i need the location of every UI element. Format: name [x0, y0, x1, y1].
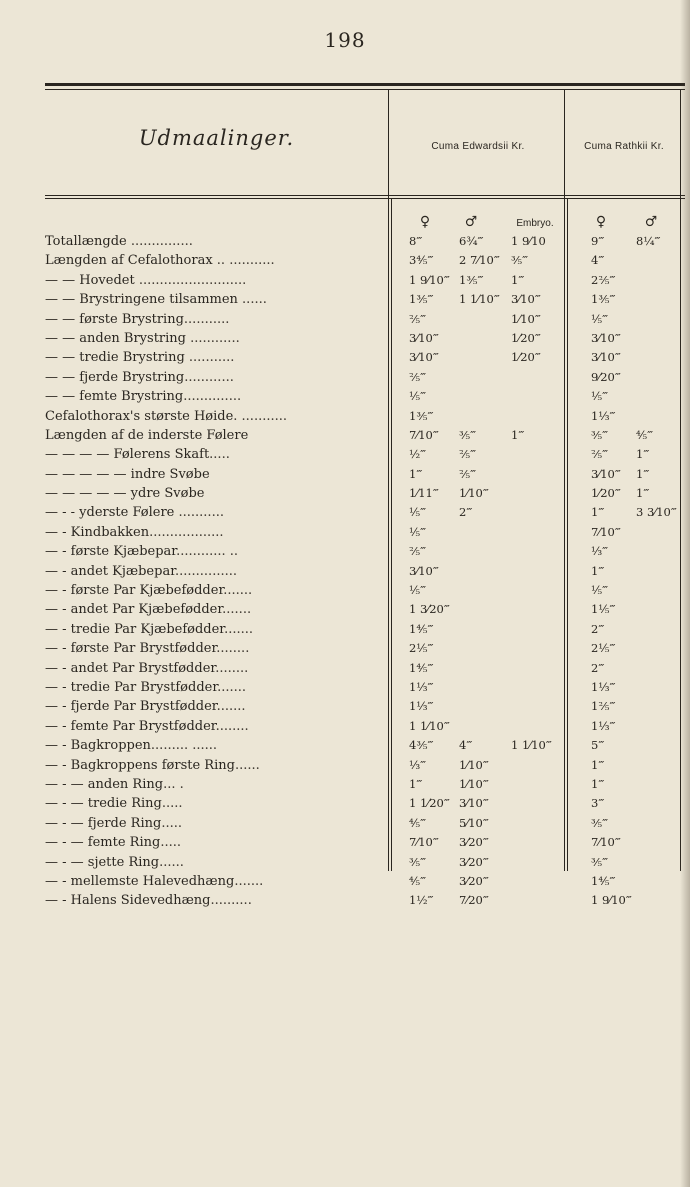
row-value: 3⁄10‴: [511, 292, 541, 307]
column-header-cuma-rathkii: Cuma Rathkii Kr.: [584, 141, 664, 152]
row-value: 1‴: [591, 563, 605, 578]
row-leader-dots: .....: [161, 796, 183, 812]
row-label-text: — - andet Par Brystfødder: [45, 660, 216, 676]
table-row: [45, 775, 685, 794]
top-thin-rule: [45, 89, 685, 90]
row-value: 1‴: [636, 447, 650, 462]
row-leader-dots: ..........: [210, 893, 252, 909]
row-value: 1½‴: [409, 893, 434, 908]
row-label-text: — — — — — indre Svøbe: [45, 466, 210, 482]
female-symbol-edwardsii: ♀: [419, 214, 431, 230]
row-label-text: — - tredie Par Brystfødder: [45, 679, 218, 695]
page-number: 198: [324, 28, 366, 52]
row-leader-dots: .. ...........: [212, 253, 275, 269]
row-leader-dots: .......: [224, 621, 254, 637]
row-leader-dots: ..................: [149, 524, 224, 540]
row-value: 1 9⁄10: [511, 234, 546, 248]
row-label: [45, 697, 385, 716]
table-row: [45, 271, 685, 290]
row-value: 2‴: [459, 505, 473, 520]
row-label: [45, 290, 385, 309]
row-value: 4‴: [459, 738, 473, 753]
row-value: 2‴: [591, 621, 605, 636]
row-leader-dots: .....: [161, 815, 182, 831]
row-label: [45, 271, 385, 290]
row-label-text: — - første Kjæbepar: [45, 544, 177, 560]
row-value: 1⁄11‴: [409, 486, 439, 501]
row-value: ⅗‴: [591, 854, 609, 869]
row-label-text: — — første Brystring: [45, 311, 184, 327]
row-label: [45, 407, 385, 426]
row-value: 8¼‴: [636, 234, 661, 248]
row-value: 3‴: [591, 796, 605, 811]
table-row: [45, 833, 685, 852]
row-value: 1⁄10‴: [511, 311, 541, 326]
row-value: ⅕‴: [409, 524, 427, 539]
row-value: ⅕‴: [591, 583, 609, 598]
row-value: 1⅗‴: [591, 292, 616, 307]
row-value: 1⅘‴: [409, 621, 434, 636]
row-label: [45, 329, 385, 348]
row-label-text: — - — fjerde Ring: [45, 815, 162, 831]
row-label-text: — — Brystringene tilsammen: [45, 292, 238, 308]
table-row: [45, 562, 685, 581]
row-value: 1 1⁄10‴: [511, 738, 552, 753]
row-value: ⅖‴: [409, 544, 427, 559]
row-leader-dots: .......: [217, 679, 247, 695]
row-value: 1‴: [591, 757, 605, 772]
row-label-text: — - — tredie Ring: [45, 796, 162, 812]
row-leader-dots: .....: [209, 447, 230, 463]
row-leader-dots: ...........: [174, 505, 224, 521]
row-value: 3⁄20‴: [459, 873, 489, 888]
row-value: 7⁄10‴: [409, 427, 439, 442]
row-label-text: — — tredie Brystring: [45, 350, 185, 366]
row-value: ⅕‴: [591, 311, 609, 326]
row-leader-dots: ...............: [126, 234, 193, 249]
row-value: ⅖‴: [591, 447, 609, 462]
row-value: 1 9⁄10‴: [591, 893, 632, 908]
row-label: [45, 872, 385, 891]
row-label: [45, 503, 385, 522]
table-row: [45, 639, 685, 658]
row-label: [45, 620, 385, 639]
row-value: 1⅓‴: [591, 408, 616, 423]
row-label-text: Længden af de inderste Følere: [45, 427, 249, 443]
row-leader-dots: ........: [215, 660, 249, 676]
male-symbol-edwardsii: ♂: [464, 214, 478, 230]
row-value: 4‴: [591, 253, 605, 268]
table-row: [45, 368, 685, 387]
row-value: 3⁄20‴: [459, 835, 489, 850]
table-row: [45, 523, 685, 542]
row-label-text: — - andet Par Kjæbefødder: [45, 602, 223, 618]
row-label: [45, 348, 385, 367]
row-value: ⅗‴: [511, 253, 529, 268]
row-leader-dots: ........: [216, 641, 250, 657]
row-value: ⅖‴: [459, 466, 477, 481]
table-row: [45, 581, 685, 600]
row-label: [45, 562, 385, 581]
row-value: ⅖‴: [409, 311, 427, 326]
row-value: 1⁄20‴: [591, 486, 621, 501]
row-value: ⅕‴: [409, 505, 427, 520]
row-label-text: — - femte Par Brystfødder: [45, 718, 216, 734]
row-label-text: — - første Par Kjæbefødder: [45, 583, 224, 599]
row-label: [45, 833, 385, 852]
row-value: 1⅗‴: [459, 272, 484, 287]
table-row: [45, 736, 685, 755]
table-row: [45, 542, 685, 561]
table-row: [45, 756, 685, 775]
embryo-header: Embryo.: [516, 218, 554, 229]
row-label: [45, 659, 385, 678]
row-value: ⅗‴: [409, 854, 427, 869]
row-value: 3⁄20‴: [459, 854, 489, 869]
row-leader-dots: ............: [184, 369, 234, 385]
row-value: 1⅗‴: [409, 292, 434, 307]
row-label: [45, 717, 385, 736]
row-label-text: — - — anden Ring: [45, 776, 164, 792]
row-label: [45, 445, 385, 464]
row-value: 1‴: [636, 486, 650, 501]
row-value: 1⅕‴: [591, 602, 616, 617]
row-value: 1‴: [409, 776, 423, 791]
row-label-text: — — — — Følerens Skaft: [45, 447, 210, 463]
table-row: [45, 678, 685, 697]
row-value: ⅖‴: [459, 447, 477, 462]
row-leader-dots: ...........: [184, 350, 235, 366]
row-label: [45, 736, 385, 755]
row-leader-dots: .......: [222, 602, 252, 618]
row-value: 1‴: [511, 272, 525, 287]
row-label-text: — - andet Kjæbepar: [45, 563, 175, 579]
row-leader-dots: ........: [215, 718, 249, 734]
row-value: 1‴: [591, 505, 605, 520]
page-edge-shadow: [680, 0, 690, 1187]
row-value: 9⁄20‴: [591, 369, 621, 384]
row-value: 1⅗‴: [409, 408, 434, 423]
row-label: [45, 639, 385, 658]
row-value: 1⅓‴: [409, 679, 434, 694]
table-row: [45, 426, 685, 445]
row-value: ⅗‴: [459, 427, 477, 442]
row-value: ⅖‴: [409, 369, 427, 384]
row-label-text: — - tredie Par Kjæbefødder: [45, 621, 225, 637]
row-label: [45, 523, 385, 542]
row-leader-dots: ... .: [163, 776, 184, 792]
row-value: 3⁄10‴: [409, 350, 439, 365]
row-label-text: — - Bagkroppens første Ring: [45, 757, 235, 773]
row-label: [45, 465, 385, 484]
row-value: 7⁄20‴: [459, 893, 489, 908]
row-value: 1⅘‴: [591, 873, 616, 888]
row-value: ⅗‴: [591, 815, 609, 830]
row-leader-dots: ......: [159, 854, 184, 870]
row-value: 2‴: [591, 660, 605, 675]
table-row: [45, 872, 685, 891]
row-label: [45, 484, 385, 503]
header-bottom-rule: [45, 195, 685, 196]
row-label: [45, 794, 385, 813]
row-label-text: Cefalothorax's største Høide: [45, 408, 234, 424]
row-value: ⅕‴: [409, 389, 427, 404]
table-row: [45, 329, 685, 348]
table-title: Udmaalinger.: [138, 126, 295, 150]
row-label: [45, 600, 385, 619]
row-value: 1⅓‴: [591, 679, 616, 694]
row-leader-dots: ...............: [175, 563, 237, 579]
row-label: [45, 891, 385, 910]
row-label: [45, 232, 385, 251]
row-label: [45, 251, 385, 270]
row-value: 1⅖‴: [591, 699, 616, 714]
row-label-text: — - — sjette Ring: [45, 854, 160, 870]
row-leader-dots: ......... ......: [150, 738, 218, 754]
row-label: [45, 542, 385, 561]
row-label: [45, 426, 385, 445]
row-value: ⅘‴: [409, 873, 427, 888]
row-value: 3⁄10‴: [409, 330, 439, 345]
row-value: 8‴: [409, 234, 423, 248]
row-value: 2 7⁄10‴: [459, 253, 500, 268]
table-row: [45, 465, 685, 484]
row-value: 1‴: [591, 776, 605, 791]
row-leader-dots: . ...........: [233, 408, 288, 424]
row-leader-dots: .......: [223, 583, 253, 599]
row-value: 7⁄10‴: [591, 835, 621, 850]
table-row: [45, 290, 685, 309]
row-label-text: — - Kindbakken: [45, 524, 150, 540]
row-value: 9‴: [591, 234, 605, 248]
row-leader-dots: ............ ..: [176, 544, 239, 560]
row-value: 3⁄10‴: [591, 350, 621, 365]
male-symbol-rathkii: ♂: [644, 214, 658, 230]
row-label: [45, 387, 385, 406]
row-value: 3 3⁄10‴: [636, 505, 677, 520]
row-label: [45, 678, 385, 697]
table-row: [45, 251, 685, 270]
row-value: 1 3⁄20‴: [409, 602, 450, 617]
row-leader-dots: ..............: [183, 389, 242, 405]
row-label-text: — - Bagkroppen: [45, 738, 151, 754]
row-value: 3⁄10‴: [409, 563, 439, 578]
row-label-text: Længden af Cefalothorax: [45, 253, 213, 269]
row-value: ⅕‴: [591, 389, 609, 404]
row-value: 3⁄10‴: [591, 330, 621, 345]
row-label-text: Totallængde: [45, 234, 127, 249]
row-label-text: — - Halens Sidevedhæng: [45, 893, 211, 909]
row-value: 2⅕‴: [591, 641, 616, 656]
row-value: 1⁄10‴: [459, 486, 489, 501]
row-label-text: — — femte Brystring: [45, 389, 184, 405]
row-label-text: — — Hovedet: [45, 272, 135, 288]
row-label-text: — - - yderste Følere: [45, 505, 175, 521]
row-value: 1⁄10‴: [459, 757, 489, 772]
row-value: ⅗‴: [591, 427, 609, 442]
table-row: [45, 348, 685, 367]
row-value: ½‴: [409, 447, 427, 462]
row-leader-dots: ..........................: [134, 272, 247, 288]
row-value: 7⁄10‴: [409, 835, 439, 850]
row-value: 5‴: [591, 738, 605, 753]
table-row: [45, 387, 685, 406]
row-value: 1⁄10‴: [459, 776, 489, 791]
row-value: 1⅓‴: [591, 718, 616, 733]
table-row: [45, 814, 685, 833]
row-value: 1 1⁄20‴: [409, 796, 450, 811]
measurement-rows: [45, 232, 685, 911]
row-leader-dots: ............: [185, 330, 240, 346]
row-label-text: — — anden Brystring: [45, 330, 186, 346]
table-row: [45, 697, 685, 716]
row-value: ⅕‴: [409, 583, 427, 598]
row-value: 6¾‴: [459, 234, 484, 248]
row-value: 7⁄10‴: [591, 524, 621, 539]
row-value: 4⅗‴: [409, 738, 434, 753]
table-row: [45, 445, 685, 464]
row-value: 1 1⁄10‴: [459, 292, 500, 307]
row-leader-dots: .......: [216, 699, 246, 715]
row-leader-dots: ......: [234, 757, 260, 773]
row-label-text: — - mellemste Halevedhæng: [45, 873, 235, 889]
row-value: 2⅕‴: [409, 641, 434, 656]
row-label: [45, 310, 385, 329]
table-row: [45, 717, 685, 736]
row-value: ⅘‴: [409, 815, 427, 830]
row-value: 1⁄20‴: [511, 330, 541, 345]
row-label-text: — — fjerde Brystring: [45, 369, 185, 385]
table-row: [45, 659, 685, 678]
row-label: [45, 814, 385, 833]
row-value: 1‴: [511, 427, 525, 442]
table-row: [45, 794, 685, 813]
row-value: ⅘‴: [636, 427, 654, 442]
row-label-text: — - fjerde Par Brystfødder: [45, 699, 217, 715]
row-value: 3⁄10‴: [459, 796, 489, 811]
row-label: [45, 775, 385, 794]
row-label: [45, 368, 385, 387]
top-thick-rule: [45, 83, 685, 86]
row-label: [45, 853, 385, 872]
row-label-text: — - første Par Brystfødder: [45, 641, 217, 657]
table-row: [45, 484, 685, 503]
row-value: 5⁄10‴: [459, 815, 489, 830]
row-leader-dots: .......: [234, 873, 264, 889]
row-value: 1⁄20‴: [511, 350, 541, 365]
row-leader-dots: .....: [160, 835, 181, 851]
row-value: 3⅘‴: [409, 253, 434, 268]
table-row: [45, 407, 685, 426]
table-row: [45, 600, 685, 619]
header-bottom-rule-2: [45, 198, 685, 199]
table-row: [45, 503, 685, 522]
row-value: 3⁄10‴: [591, 466, 621, 481]
row-value: 1⅓‴: [409, 699, 434, 714]
table-row: [45, 853, 685, 872]
table-row: [45, 891, 685, 910]
row-value: 1‴: [636, 466, 650, 481]
row-value: 1 1⁄10‴: [409, 718, 450, 733]
row-value: 1 9⁄10‴: [409, 272, 450, 287]
row-label-text: — — — — — ydre Svøbe: [45, 486, 205, 502]
row-value: 2⅖‴: [591, 272, 616, 287]
row-value: ⅓‴: [591, 544, 609, 559]
female-symbol-rathkii: ♀: [595, 214, 607, 230]
row-value: 1⅘‴: [409, 660, 434, 675]
row-leader-dots: ......: [237, 292, 267, 308]
table-row: [45, 620, 685, 639]
row-label-text: — - — femte Ring: [45, 835, 161, 851]
row-label: [45, 581, 385, 600]
row-value: ⅓‴: [409, 757, 427, 772]
column-header-cuma-edwardsii: Cuma Edwardsii Kr.: [431, 141, 525, 152]
table-row: [45, 310, 685, 329]
table-row: [45, 232, 685, 251]
row-label: [45, 756, 385, 775]
row-value: 1‴: [409, 466, 423, 481]
row-leader-dots: ...........: [183, 311, 230, 327]
